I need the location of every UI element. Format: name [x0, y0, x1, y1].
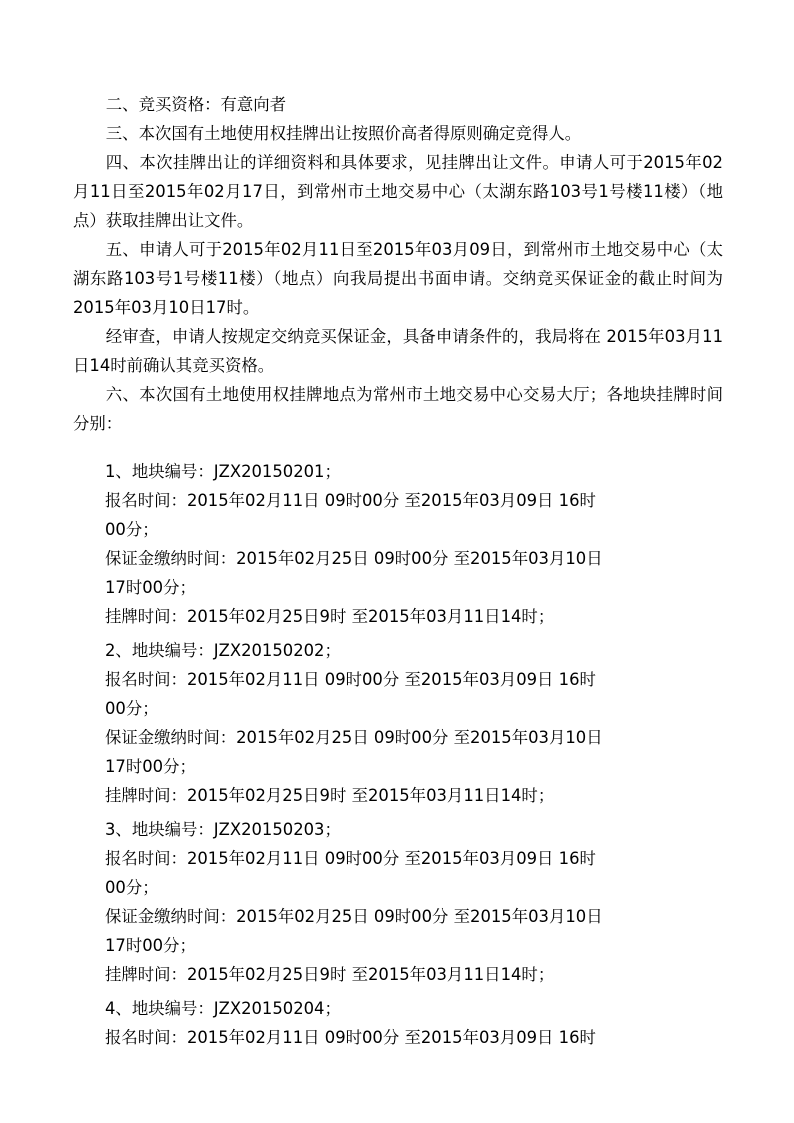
registration-time: 报名时间：2015年02月11日 09时00分 至2015年03月09日 16时 [105, 849, 596, 868]
paragraph-application: 五、申请人可于2015年02月11日至2015年03月09日，到常州市土地交易中心（太湖东路103号1号楼11楼）（地点）向我局提出书面申请。交纳竞买保证金的截止时间为2015年03月10日17时。 [73, 240, 723, 317]
registration-time-cont: 00分； [105, 878, 159, 897]
paragraph-principle: 三、本次国有土地使用权挂牌出让按照价高者得原则确定竞得人。 [105, 124, 582, 143]
plot-block [105, 636, 705, 810]
plot-block [105, 994, 705, 1052]
listing-time: 挂牌时间：2015年02月25日9时 至2015年03月11日14时； [105, 607, 555, 626]
deposit-time: 保证金缴纳时间：2015年02月25日 09时00分 至2015年03月10日 [105, 907, 603, 926]
document-page [73, 90, 723, 1052]
spacer [73, 438, 723, 457]
paragraph-review: 经审查，申请人按规定交纳竞买保证金，具备申请条件的，我局将在 2015年03月11日14时前确认其竞买资格。 [73, 327, 723, 375]
plot-title: 4、地块编号：JZX20150204； [105, 999, 341, 1018]
deposit-time-cont: 17时00分； [105, 757, 196, 776]
deposit-time-cont: 17时00分； [105, 578, 196, 597]
registration-time-cont: 00分； [105, 699, 159, 718]
listing-time: 挂牌时间：2015年02月25日9时 至2015年03月11日14时； [105, 786, 555, 805]
paragraph-qualification: 二、竞买资格：有意向者 [105, 95, 287, 114]
deposit-time-cont: 17时00分； [105, 936, 196, 955]
paragraph-listing-location: 六、本次国有土地使用权挂牌地点为常州市土地交易中心交易大厅；各地块挂牌时间分别： [73, 385, 723, 433]
registration-time: 报名时间：2015年02月11日 09时00分 至2015年03月09日 16时 [105, 491, 596, 510]
registration-time: 报名时间：2015年02月11日 09时00分 至2015年03月09日 16时 [105, 1028, 596, 1047]
plot-block [105, 815, 705, 989]
plot-title: 1、地块编号：JZX20150201； [105, 462, 341, 481]
deposit-time: 保证金缴纳时间：2015年02月25日 09时00分 至2015年03月10日 [105, 549, 603, 568]
plot-title: 2、地块编号：JZX20150202； [105, 641, 341, 660]
deposit-time: 保证金缴纳时间：2015年02月25日 09时00分 至2015年03月10日 [105, 728, 603, 747]
registration-time: 报名时间：2015年02月11日 09时00分 至2015年03月09日 16时 [105, 670, 596, 689]
listing-time: 挂牌时间：2015年02月25日9时 至2015年03月11日14时； [105, 965, 555, 984]
plot-block [105, 457, 705, 631]
paragraph-documents: 四、本次挂牌出让的详细资料和具体要求，见挂牌出让文件。申请人可于2015年02月11日至2015年02月17日，到常州市土地交易中心（太湖东路103号1号楼11楼）（地点）获取挂牌出让文件。 [73, 153, 723, 230]
plot-title: 3、地块编号：JZX20150203； [105, 820, 341, 839]
registration-time-cont: 00分； [105, 520, 159, 539]
